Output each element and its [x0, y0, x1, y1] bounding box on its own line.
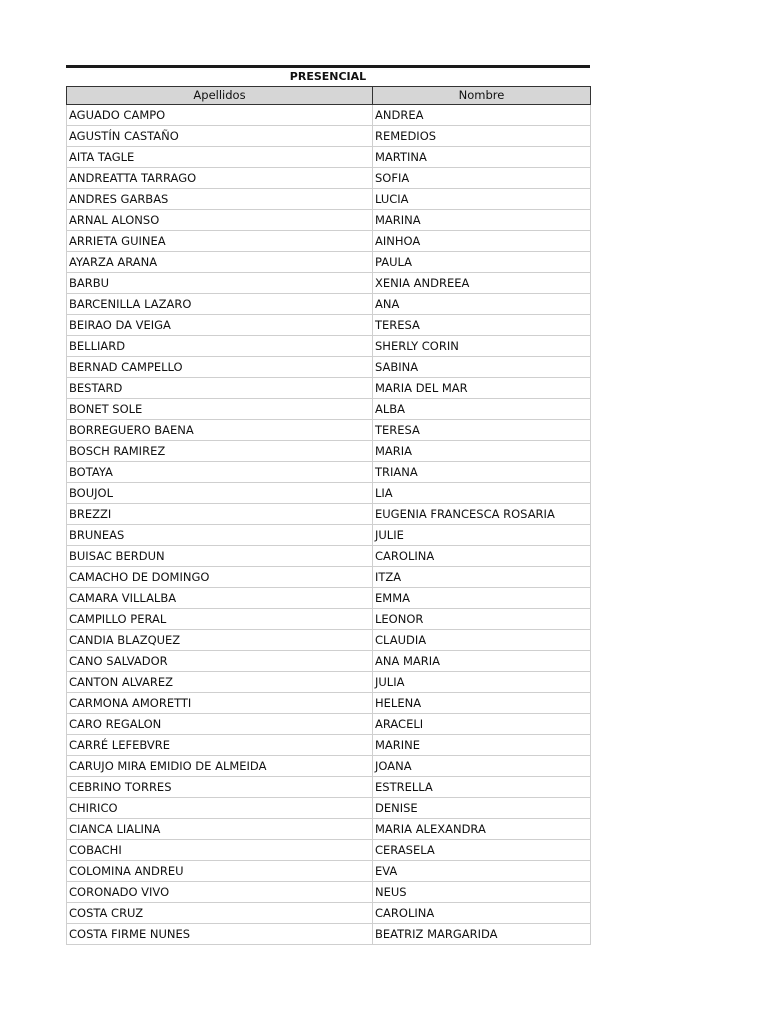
- table-row: [67, 231, 591, 252]
- table-row: [67, 546, 591, 567]
- table-row: [67, 861, 591, 882]
- table-row: [67, 357, 591, 378]
- cell-nombre: XENIA ANDREEA: [373, 273, 591, 294]
- cell-nombre: TRIANA: [373, 462, 591, 483]
- table-row: [67, 336, 591, 357]
- table-row: [67, 378, 591, 399]
- table-row: [67, 126, 591, 147]
- names-table: [66, 86, 591, 945]
- cell-apellidos: AGUSTÍN CASTAÑO: [67, 126, 373, 147]
- attendance-sheet: [66, 65, 590, 945]
- table-row: [67, 462, 591, 483]
- cell-nombre: ITZA: [373, 567, 591, 588]
- table-row: [67, 588, 591, 609]
- cell-nombre: JOANA: [373, 756, 591, 777]
- table-row: [67, 924, 591, 945]
- table-row: [67, 651, 591, 672]
- table-row: [67, 525, 591, 546]
- cell-apellidos: BONET SOLE: [67, 399, 373, 420]
- table-row: [67, 630, 591, 651]
- cell-apellidos: CARO REGALON: [67, 714, 373, 735]
- cell-nombre: BEATRIZ MARGARIDA: [373, 924, 591, 945]
- table-row: [67, 714, 591, 735]
- cell-nombre: ANA MARIA: [373, 651, 591, 672]
- cell-nombre: SOFIA: [373, 168, 591, 189]
- cell-apellidos: BUISAC BERDUN: [67, 546, 373, 567]
- cell-apellidos: CAMPILLO PERAL: [67, 609, 373, 630]
- column-header-nombre: Nombre: [373, 87, 591, 105]
- table-row: [67, 567, 591, 588]
- cell-nombre: EMMA: [373, 588, 591, 609]
- cell-apellidos: CEBRINO TORRES: [67, 777, 373, 798]
- table-row: [67, 819, 591, 840]
- cell-apellidos: COLOMINA ANDREU: [67, 861, 373, 882]
- table-row: [67, 399, 591, 420]
- cell-nombre: MARIA: [373, 441, 591, 462]
- cell-nombre: MARINA: [373, 210, 591, 231]
- cell-nombre: SABINA: [373, 357, 591, 378]
- cell-nombre: SHERLY CORIN: [373, 336, 591, 357]
- table-row: [67, 483, 591, 504]
- table-row: [67, 693, 591, 714]
- cell-apellidos: CANTON ALVAREZ: [67, 672, 373, 693]
- table-row: [67, 441, 591, 462]
- table-row: [67, 840, 591, 861]
- cell-nombre: MARIA ALEXANDRA: [373, 819, 591, 840]
- cell-apellidos: AITA TAGLE: [67, 147, 373, 168]
- cell-nombre: PAULA: [373, 252, 591, 273]
- cell-nombre: ANDREA: [373, 105, 591, 126]
- table-row: [67, 756, 591, 777]
- table-row: [67, 294, 591, 315]
- table-row: [67, 210, 591, 231]
- cell-apellidos: COSTA FIRME NUNES: [67, 924, 373, 945]
- cell-apellidos: COSTA CRUZ: [67, 903, 373, 924]
- cell-apellidos: COBACHI: [67, 840, 373, 861]
- cell-apellidos: AYARZA ARANA: [67, 252, 373, 273]
- cell-nombre: CERASELA: [373, 840, 591, 861]
- cell-nombre: JULIA: [373, 672, 591, 693]
- cell-nombre: LUCIA: [373, 189, 591, 210]
- cell-nombre: CAROLINA: [373, 903, 591, 924]
- cell-apellidos: BERNAD CAMPELLO: [67, 357, 373, 378]
- cell-apellidos: BOSCH RAMIREZ: [67, 441, 373, 462]
- table-row: [67, 672, 591, 693]
- cell-apellidos: AGUADO CAMPO: [67, 105, 373, 126]
- cell-apellidos: ARNAL ALONSO: [67, 210, 373, 231]
- table-row: [67, 168, 591, 189]
- table-row: [67, 903, 591, 924]
- sheet-title: PRESENCIAL: [289, 70, 367, 83]
- cell-apellidos: ANDRES GARBAS: [67, 189, 373, 210]
- cell-nombre: EUGENIA FRANCESCA ROSARIA: [373, 504, 591, 525]
- table-row: [67, 189, 591, 210]
- cell-apellidos: ARRIETA GUINEA: [67, 231, 373, 252]
- cell-apellidos: CAMARA VILLALBA: [67, 588, 373, 609]
- table-row: [67, 147, 591, 168]
- cell-apellidos: BREZZI: [67, 504, 373, 525]
- cell-nombre: HELENA: [373, 693, 591, 714]
- cell-nombre: DENISE: [373, 798, 591, 819]
- cell-apellidos: BOTAYA: [67, 462, 373, 483]
- column-header-apellidos: Apellidos: [67, 87, 373, 105]
- cell-nombre: ALBA: [373, 399, 591, 420]
- table-row: [67, 882, 591, 903]
- table-row: [67, 315, 591, 336]
- table-row: [67, 420, 591, 441]
- cell-apellidos: BOUJOL: [67, 483, 373, 504]
- table-row: [67, 504, 591, 525]
- cell-nombre: TERESA: [373, 315, 591, 336]
- table-row: [67, 735, 591, 756]
- cell-apellidos: CIANCA LIALINA: [67, 819, 373, 840]
- cell-apellidos: CANDIA BLAZQUEZ: [67, 630, 373, 651]
- cell-apellidos: CORONADO VIVO: [67, 882, 373, 903]
- cell-nombre: CLAUDIA: [373, 630, 591, 651]
- cell-apellidos: BARCENILLA LAZARO: [67, 294, 373, 315]
- cell-nombre: EVA: [373, 861, 591, 882]
- cell-apellidos: CHIRICO: [67, 798, 373, 819]
- table-row: [67, 105, 591, 126]
- cell-nombre: MARTINA: [373, 147, 591, 168]
- cell-nombre: TERESA: [373, 420, 591, 441]
- cell-nombre: AINHOA: [373, 231, 591, 252]
- cell-nombre: ARACELI: [373, 714, 591, 735]
- cell-apellidos: BORREGUERO BAENA: [67, 420, 373, 441]
- cell-apellidos: CANO SALVADOR: [67, 651, 373, 672]
- cell-apellidos: BESTARD: [67, 378, 373, 399]
- cell-nombre: JULIE: [373, 525, 591, 546]
- cell-apellidos: BEIRAO DA VEIGA: [67, 315, 373, 336]
- cell-apellidos: CAMACHO DE DOMINGO: [67, 567, 373, 588]
- cell-nombre: MARIA DEL MAR: [373, 378, 591, 399]
- table-row: [67, 609, 591, 630]
- cell-nombre: ESTRELLA: [373, 777, 591, 798]
- cell-apellidos: CARUJO MIRA EMIDIO DE ALMEIDA: [67, 756, 373, 777]
- cell-nombre: ANA: [373, 294, 591, 315]
- table-row: [67, 252, 591, 273]
- cell-apellidos: BARBU: [67, 273, 373, 294]
- table-row: [67, 798, 591, 819]
- cell-apellidos: BRUNEAS: [67, 525, 373, 546]
- cell-apellidos: CARMONA AMORETTI: [67, 693, 373, 714]
- cell-nombre: MARINE: [373, 735, 591, 756]
- table-body: [67, 105, 591, 945]
- table-row: [67, 273, 591, 294]
- header-row: [67, 87, 591, 105]
- cell-nombre: LEONOR: [373, 609, 591, 630]
- cell-nombre: REMEDIOS: [373, 126, 591, 147]
- cell-apellidos: ANDREATTA TARRAGO: [67, 168, 373, 189]
- table-row: [67, 777, 591, 798]
- cell-apellidos: CARRÉ LEFEBVRE: [67, 735, 373, 756]
- cell-nombre: NEUS: [373, 882, 591, 903]
- cell-nombre: LIA: [373, 483, 591, 504]
- cell-nombre: CAROLINA: [373, 546, 591, 567]
- cell-apellidos: BELLIARD: [67, 336, 373, 357]
